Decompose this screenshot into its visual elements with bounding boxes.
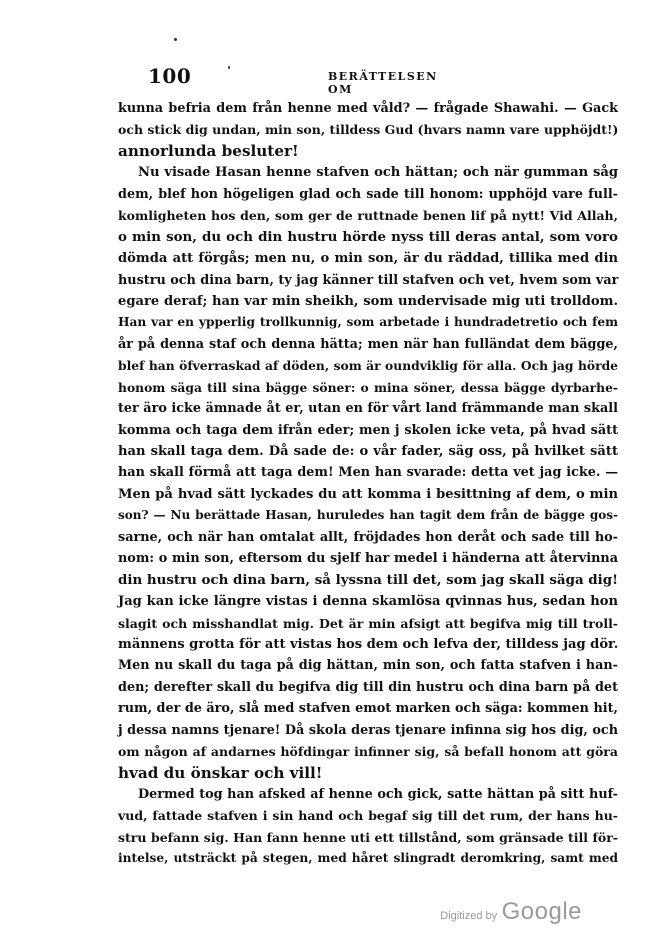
google-logo: Google [501, 898, 582, 925]
text-line: ter äro icke ämnade åt er, utan en för vårt land främmande man skall [118, 401, 618, 417]
text-line: slagit och misshandlat mig. Det är min afsigt att begifva mig till troll- [118, 615, 618, 631]
text-line: stru befann sig. Han fann henne uti ett tillstånd, som gränsade till för- [118, 829, 618, 845]
text-line: vud, fattade stafven i sin hand och begaf sig till det rum, der hans hu- [118, 808, 618, 824]
text-line: männens grotta för att vistas hos dem och lefva der, tilldess jag dör. [118, 636, 619, 652]
text-line: han skall förmå att taga dem! Men han svarade: detta vet jag icke. — [118, 465, 618, 481]
text-line: egare deraf; han var min sheikh, som undervisade mig uti trolldom. [118, 293, 618, 309]
text-line: han skall taga dem. Då sade de: o vår fader, säg oss, på hvilket sätt [118, 444, 618, 459]
text-line: den; derefter skall du begifva dig till din hustru och dina barn på det [118, 679, 618, 695]
text-line: Jag kan icke längre vistas i denna skamlösa qvinnas hus, sedan hon [118, 594, 618, 610]
page-header [148, 64, 448, 96]
text-line: honom säga till sina bägge söner: o mina söner, dessa bägge dyrbarhe- [118, 379, 618, 395]
text-line: om någon af andarnes höfdingar infinner sig, så befall honom att göra [118, 744, 618, 760]
text-line: Nu visade Hasan henne stafven och hättan; och när gumman såg [138, 165, 618, 181]
text-line: hustru och dina barn, ty jag känner till stafven och vet, hvem som var [118, 272, 619, 288]
text-line: hvad du önskar och vill! [118, 763, 323, 782]
text-line: rum, der de äro, slå med stafven emot marken och säga: kommen hit, [118, 701, 618, 717]
ink-speck [174, 38, 177, 41]
text-line: komma och taga dem ifrån eder; men j skolen icke veta, på hvad sätt [118, 422, 618, 438]
text-line: Men på hvad sätt lyckades du att komma i besittning af dem, o min [118, 486, 618, 502]
text-line: blef han öfverraskad af döden, som är oundviklig för alla. Och jag hörde [118, 358, 618, 374]
text-line: sarne, och när han omtalat allt, fröjdades hon deråt och sade till ho- [118, 529, 618, 545]
text-line: o min son, du och din hustru hörde nyss till deras antal, som voro [118, 228, 618, 245]
text-line: dömda att förgås; men nu, o min son, är du räddad, tillika med din [118, 251, 618, 267]
text-line: kunna befria dem från henne med våld? — frågade Shawahi. — Gack [118, 101, 618, 116]
text-line: din hustru och dina barn, så lyssna till det, som jag skall säga dig! [118, 571, 618, 588]
text-line: dem, blef hon högeligen glad och sade till honom: upphöjd vare full- [118, 186, 618, 202]
text-line: och stick dig undan, min son, tilldess Gud (hvars namn vare upphöjdt!) [118, 122, 619, 138]
body-text [118, 98, 618, 870]
text-line: annorlunda besluter! [118, 141, 299, 160]
text-line: nom: o min son, eftersom du sjelf har medel i händerna att återvinna [118, 551, 618, 567]
text-line: Han var en ypperlig trollkunnig, som arbetade i hundradetretio och fem [118, 315, 618, 330]
text-line: Men nu skall du taga på dig hättan, min son, och fatta stafven i han- [118, 658, 618, 674]
watermark-prefix: Digitized by [440, 910, 498, 922]
text-line: komligheten hos den, som ger de ruttnade benen lif på nytt! Vid Allah, [118, 208, 618, 224]
running-title: BERÄTTELSEN OM [328, 70, 438, 96]
text-line: intelse, utsträckt på stegen, med håret slingradt deromkring, samt med [118, 851, 618, 866]
page-number: 100 [148, 64, 192, 88]
text-line: Dermed tog han afsked af henne och gick, satte hättan på sitt huf- [138, 787, 618, 802]
digitized-watermark [440, 898, 582, 926]
text-line: j dessa namns tjenare! Då skola deras tjenare infinna sig hos dig, och [118, 722, 618, 738]
text-line: år på denna staf och denna hätta; men när han fulländat dem bägge, [118, 336, 618, 352]
text-line: son? — Nu berättade Hasan, huruledes han tagit dem från de bägge gos- [118, 508, 618, 523]
